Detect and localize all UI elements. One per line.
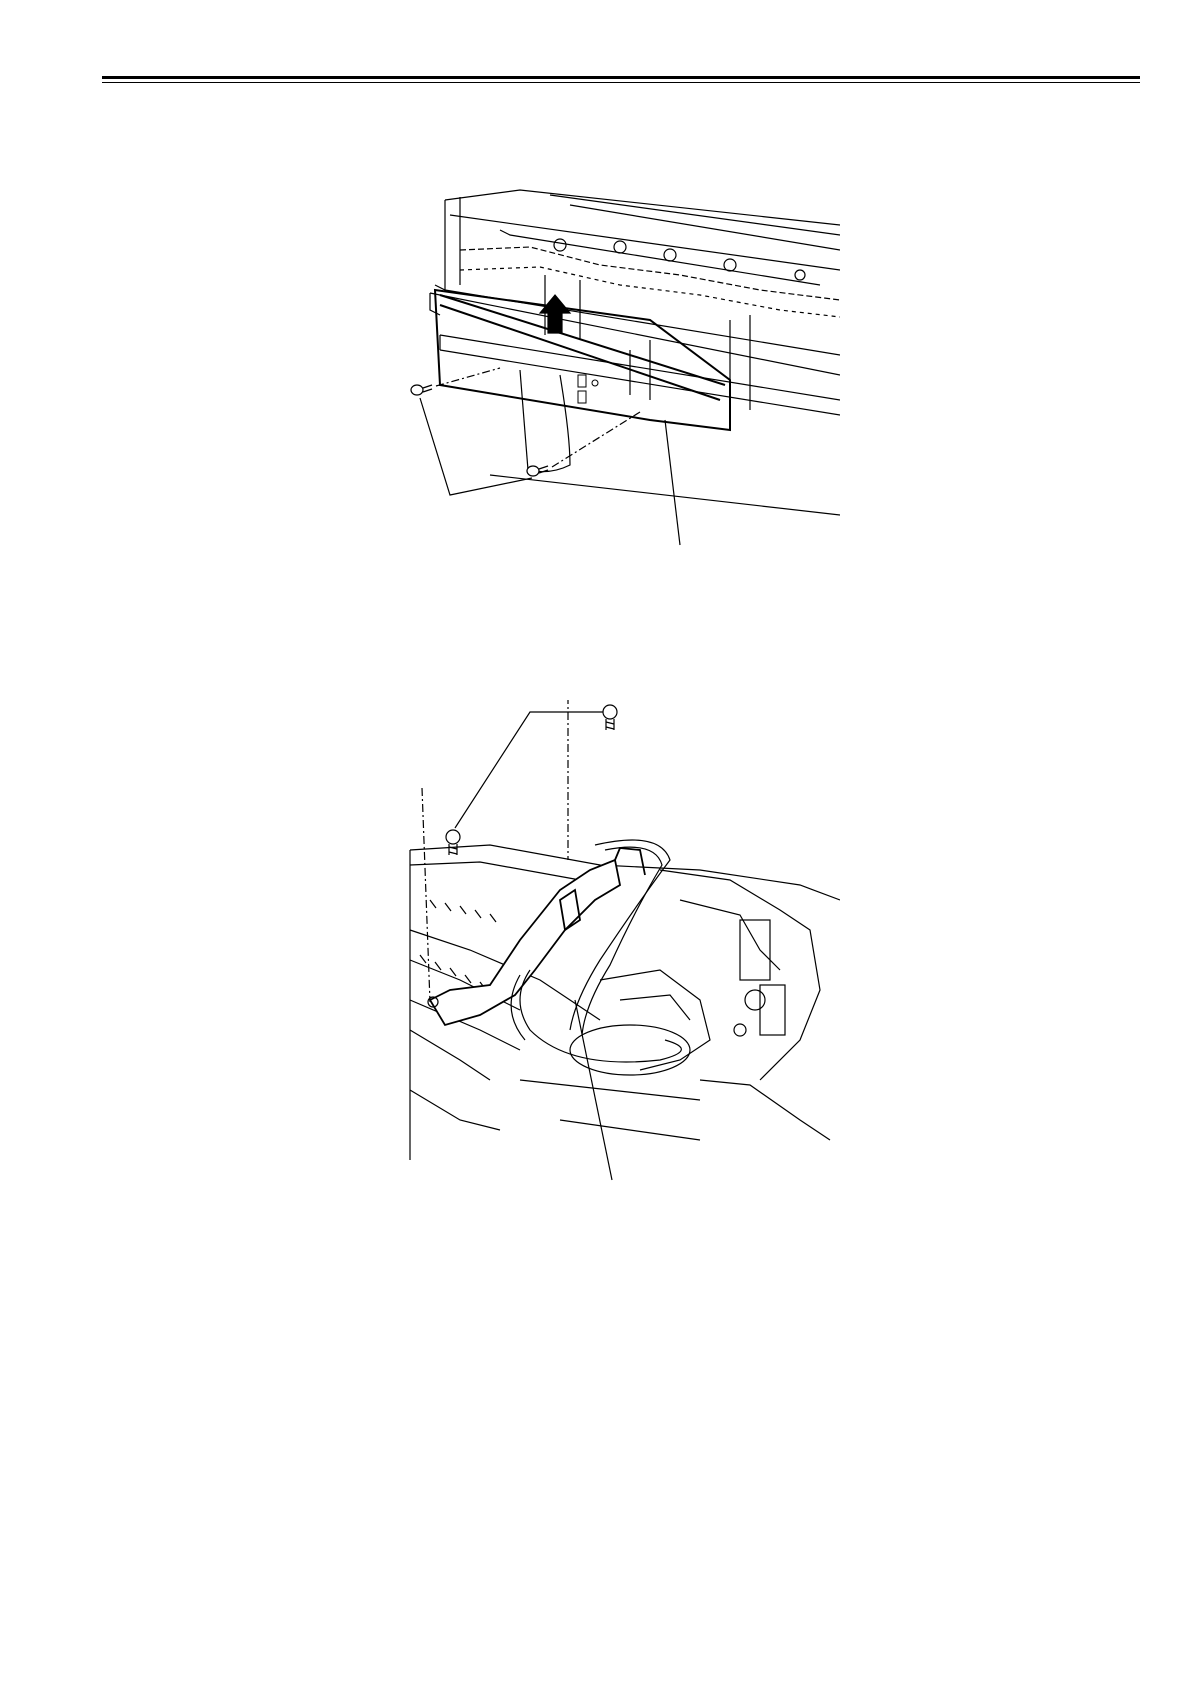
screw-icon [446,830,460,855]
leader-line-guide [575,1000,612,1180]
leader-line-screws [455,712,603,828]
screw-icon [603,705,617,730]
